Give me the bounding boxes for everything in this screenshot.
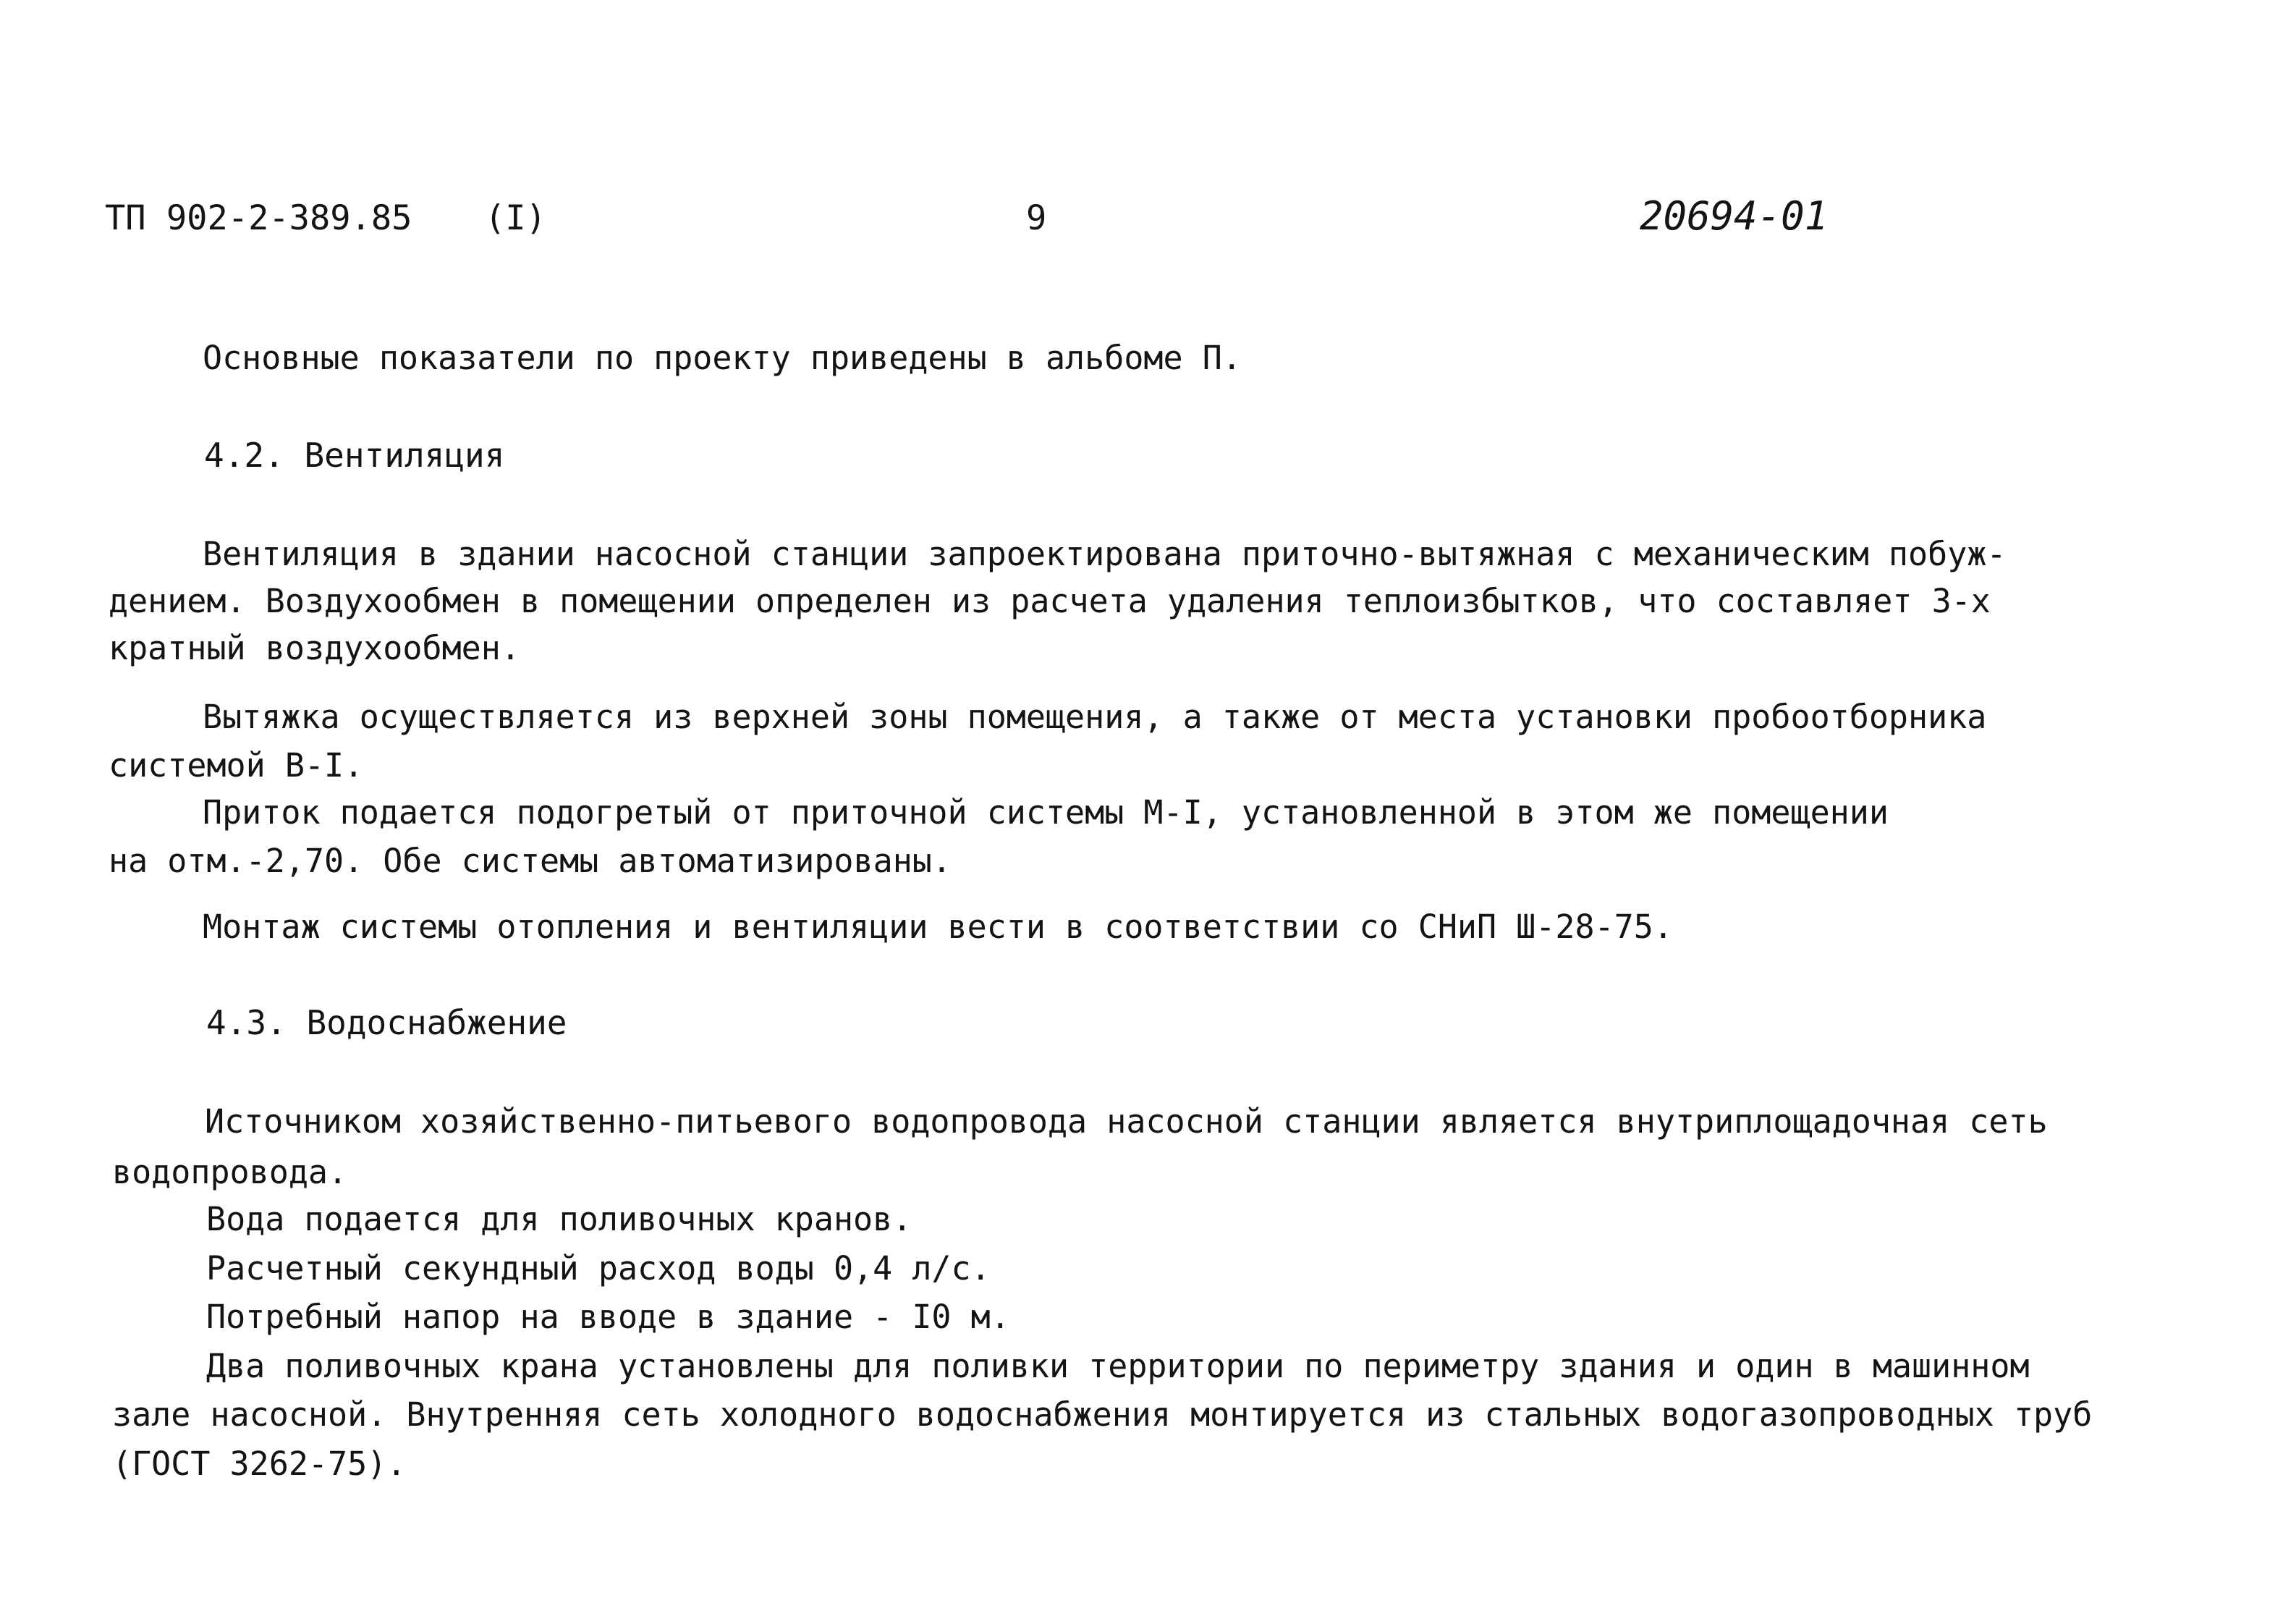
water-line-2: водопровода. [112, 1153, 348, 1191]
exhaust-line-2: системой В-I. [109, 746, 364, 785]
section-heading-ventilation: 4.2. Вентиляция [204, 436, 505, 475]
installation-paragraph: Монтаж системы отопления и вентиляции вести в соответствии со СНиП Ш-28-75. [203, 908, 1673, 946]
intro-paragraph: Основные показатели по проекту приведены в альбоме П. [203, 339, 1242, 377]
album-number: (I) [485, 198, 546, 238]
ventilation-line-1: Вентиляция в здании насосной станции запроектирована приточно-вытяжная с механическим побуж- [203, 535, 2007, 573]
document-code: ТП 902-2-389.85 [105, 198, 412, 238]
water-line-6: Два поливочных крана установлены для поливки территории по периметру здания и один в машинном [206, 1347, 2030, 1385]
ventilation-line-2: дением. Воздухообмен в помещении определен из расчета удаления теплоизбытков, что составляет 3-х [109, 582, 1991, 620]
page-number: 9 [1026, 198, 1047, 238]
water-line-3: Вода подается для поливочных кранов. [206, 1200, 912, 1238]
water-line-8: (ГОСТ 3262-75). [112, 1445, 407, 1483]
ventilation-line-3: кратный воздухообмен. [109, 629, 520, 667]
exhaust-line-1: Вытяжка осуществляется из верхней зоны помещения, а также от места установки пробоотборника [203, 698, 1987, 736]
section-heading-water-supply: 4.3. Водоснабжение [206, 1003, 567, 1042]
water-line-4: Расчетный секундный расход воды 0,4 л/с. [206, 1249, 991, 1288]
supply-line-2: на отм.-2,70. Обе системы автоматизированы. [109, 842, 952, 880]
water-line-7: зале насосной. Внутренняя сеть холодного водоснабжения монтируется из стальных водогазопроводных труб [112, 1395, 2093, 1434]
water-line-1: Источником хозяйственно-питьевого водопровода насосной станции является внутриплощадочная сеть [205, 1102, 2048, 1141]
inventory-number: 20694-01 [1640, 193, 1829, 239]
water-line-5: Потребный напор на вводе в здание - I0 м. [206, 1298, 1010, 1336]
supply-line-1: Приток подается подогретый от приточной системы М-I, установленной в этом же помещении [203, 793, 1889, 832]
